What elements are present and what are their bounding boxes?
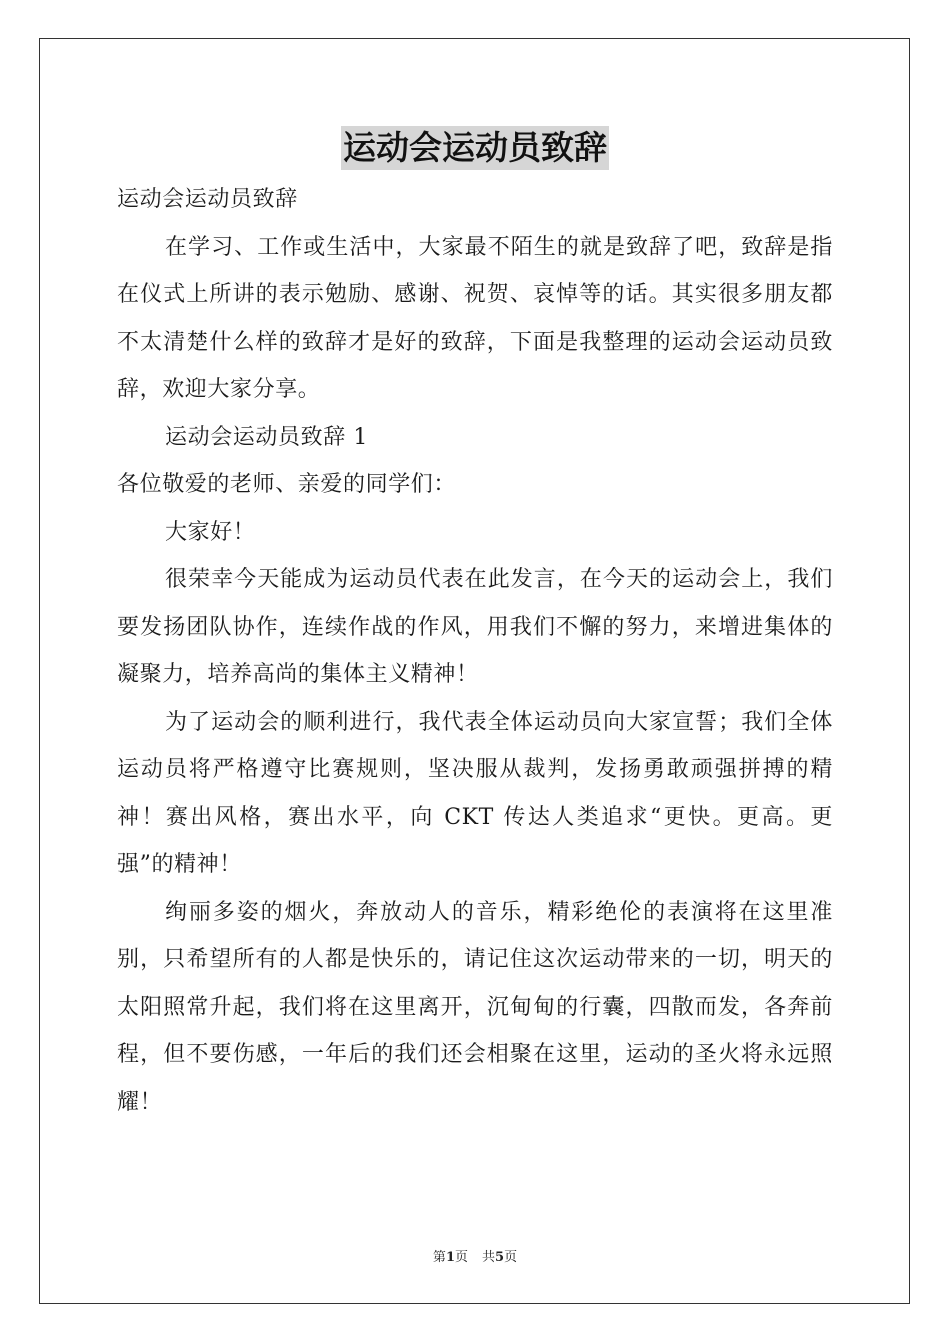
document-body (117, 176, 833, 1126)
paragraph-body-1: 很荣幸今天能成为运动员代表在此发言，在今天的运动会上，我们要发扬团队协作，连续作战的作风，用我们不懈的努力，来增进集体的凝聚力，培养高尚的集体主义精神！ (117, 567, 833, 687)
title-wrap (0, 126, 950, 170)
paragraph-greeting: 大家好！ (165, 519, 256, 545)
paragraph-body-2: 为了运动会的顺利进行，我代表全体运动员向大家宣誓；我们全体运动员将严格遵守比赛规则，坚决服从裁判，发扬勇敢顽强拼搏的精神！赛出风格，赛出水平，向 CKT 传达人类追求“更快。更高。更强”的精神！ (117, 709, 833, 877)
document-title: 运动会运动员致辞 (341, 126, 609, 170)
paragraph-salutation: 各位敬爱的老师、亲爱的同学们： (117, 472, 457, 497)
total-suffix: 页 (504, 1250, 518, 1265)
total-prefix: 共 (482, 1250, 496, 1265)
paragraph-section-heading: 运动会运动员致辞 1 (165, 424, 368, 450)
page-prefix: 第 (432, 1250, 446, 1265)
page-footer (0, 1246, 950, 1265)
current-page-number: 1 (445, 1250, 455, 1265)
paragraph-intro: 在学习、工作或生活中，大家最不陌生的就是致辞了吧，致辞是指在仪式上所讲的表示勉励、感谢、祝贺、哀悼等的话。其实很多朋友都不太清楚什么样的致辞才是好的致辞，下面是我整理的运动会运动员致辞，欢迎大家分享。 (117, 234, 833, 402)
paragraph-body-3: 绚丽多姿的烟火，奔放动人的音乐，精彩绝伦的表演将在这里准别，只希望所有的人都是快乐的，请记住这次运动带来的一切，明天的太阳照常升起，我们将在这里离开，沉甸甸的行囊，四散而发，各奔前程，但不要伤感，一年后的我们还会相聚在这里，运动的圣火将永远照耀！ (117, 899, 833, 1115)
total-pages-number: 5 (495, 1250, 505, 1265)
page-suffix: 页 (454, 1250, 468, 1265)
paragraph-subtitle: 运动会运动员致辞 (117, 187, 298, 212)
